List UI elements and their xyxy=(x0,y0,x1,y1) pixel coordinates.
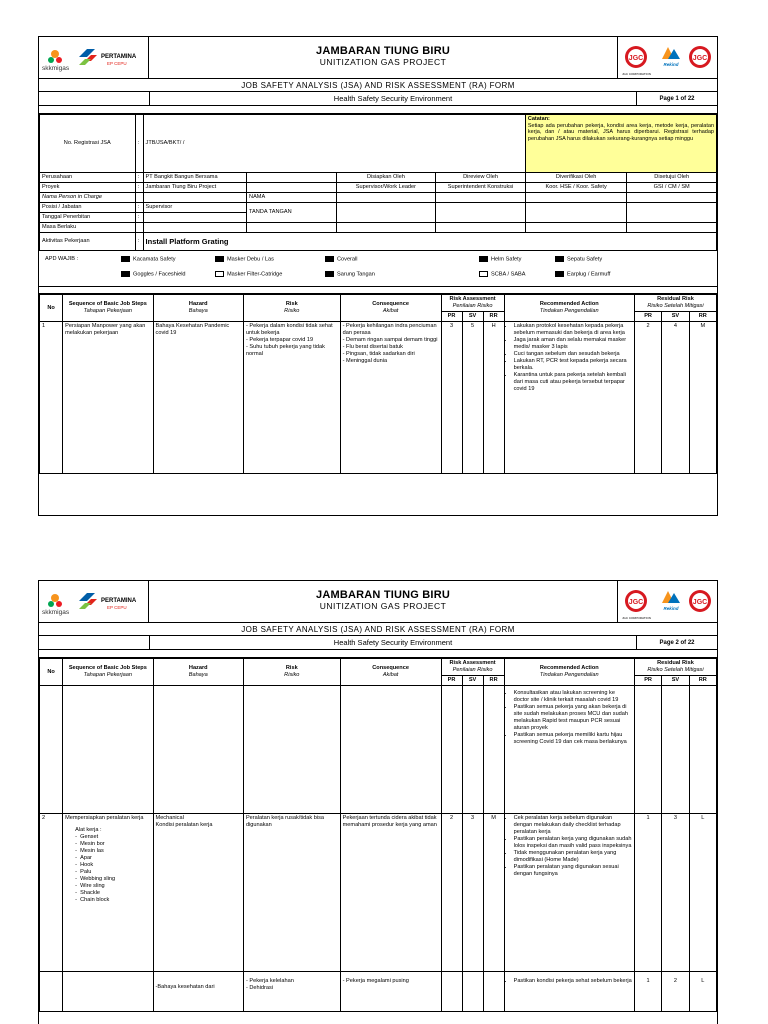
action-item: • Cek peralatan kerja sebelum digunakan dengan melakukan daily checklist terhadap peralatan kerja xyxy=(514,815,632,836)
row-risk: - Pekerja kelelahan - Dehidrasi xyxy=(243,972,340,1012)
rekind-text: Rekind xyxy=(663,62,679,67)
name-label: NAMA xyxy=(247,193,337,203)
apd-label: APD WAJIB : xyxy=(45,256,79,262)
checkbox-icon xyxy=(555,271,564,277)
checkbox-icon xyxy=(325,256,334,262)
jgc-right-text: JGC xyxy=(692,55,708,62)
note-title: Catatan: xyxy=(527,116,550,122)
tools-list: - Genset - Mesin bor - Mesin las - Apar - Hook - Palu - Webbing sling - Wire sling - Shackle - Chain block xyxy=(75,834,116,903)
ep-cepu-text: EP CEPU xyxy=(107,605,127,610)
apd-item[interactable]: Coverall xyxy=(325,256,358,262)
action-item: • Pastikan peralatan yang digunakan sesuai dengan fungsinya xyxy=(514,864,632,878)
col-pr: PR xyxy=(441,676,462,686)
form-page-1 xyxy=(38,36,718,516)
checkbox-icon xyxy=(479,271,488,277)
jgc-left-text: JGC xyxy=(628,55,644,62)
row-consequence: - Pekerja megalami pusing xyxy=(340,972,441,1012)
checkbox-icon xyxy=(479,256,488,262)
position-value[interactable]: Supervisor xyxy=(143,203,246,213)
page-header xyxy=(39,581,717,623)
note-box xyxy=(525,115,716,173)
activity-value[interactable]: Install Platform Grating xyxy=(143,233,716,251)
action-item: • Lakukan RT, PCR test kepada pekerja secara berkala. xyxy=(514,358,632,372)
row-no: 2 xyxy=(40,814,63,972)
jsa-info-table xyxy=(39,114,717,251)
col-no: No xyxy=(40,295,63,322)
row-actions xyxy=(504,322,634,474)
col-sv: SV xyxy=(462,312,483,322)
table-row xyxy=(40,686,717,814)
col-consequence: Consequence Akibat xyxy=(340,295,441,322)
company-label: Perusahaan xyxy=(40,173,136,183)
table-row xyxy=(40,322,717,474)
col-recommended: Recommended Action Tindakan Pengendalian xyxy=(504,659,634,686)
row-sv: 3 xyxy=(462,814,483,972)
row-res-sv: 2 xyxy=(662,972,689,1012)
row-res-sv: 3 xyxy=(662,814,689,972)
row-actions xyxy=(504,814,634,972)
col-hazard: Hazard Bahaya xyxy=(153,295,243,322)
col-res-pr: PR xyxy=(634,312,661,322)
table-row xyxy=(40,972,717,1012)
col-res-pr: PR xyxy=(634,676,661,686)
row-rr: H xyxy=(483,322,504,474)
department-bar xyxy=(39,92,717,106)
jgc-rekind-logo xyxy=(618,37,718,79)
col-risk: Risk Risiko xyxy=(243,659,340,686)
project-subtitle: UNITIZATION GAS PROJECT xyxy=(319,57,447,67)
action-item: • Konsultasikan atau lakukan screening ke doctor site / klinik terkait masalah covid 19 xyxy=(514,690,632,704)
row-hazard: Bahaya Kesehatan Pandemic covid 19 xyxy=(153,322,243,474)
approved-value: GSI / CM / SM xyxy=(627,183,717,193)
note-text: Setiap ada perubahan pekerja, kondisi area kerja, metode kerja, peralatan kerja, dan / atau material, JSA harus diperbarui. Registrasi terhadap perubahan JSA harus dilakukan sekurang-kurangnya setiap minggu xyxy=(527,122,714,142)
pertamina-text: PERTAMINA xyxy=(101,598,137,604)
row-pr: 2 xyxy=(441,814,462,972)
col-res-sv: SV xyxy=(662,676,689,686)
contractor-logos xyxy=(617,37,717,79)
department-bar xyxy=(39,636,717,650)
checkbox-icon xyxy=(325,271,334,277)
row-sv: 5 xyxy=(462,322,483,474)
project-subtitle: UNITIZATION GAS PROJECT xyxy=(319,601,447,611)
form-page-2 xyxy=(38,580,718,1024)
action-item: • Pastikan kondisi pekerja sehat sebelum bekerja xyxy=(514,978,632,985)
action-item: • Cuci tangan sebelum dan sesudah bekerja xyxy=(514,351,632,358)
row-risk: Peralatan kerja rusak/tidak bisa digunakan xyxy=(243,814,340,972)
project-title: JAMBARAN TIUNG BIRU xyxy=(316,45,450,57)
tools-label: Alat kerja : xyxy=(75,827,102,833)
row-actions xyxy=(504,972,634,1012)
row-res-sv: 4 xyxy=(662,322,689,474)
row-res-pr: 2 xyxy=(634,322,661,474)
apd-section xyxy=(39,251,717,287)
row-rr: M xyxy=(483,814,504,972)
sign-label: TANDA TANGAN xyxy=(247,203,337,223)
verified-label: Diverifikasi Oleh xyxy=(525,173,627,183)
table-row xyxy=(40,814,717,972)
col-hazard: Hazard Bahaya xyxy=(153,659,243,686)
department: Health Safety Security Environment xyxy=(149,92,637,106)
action-item: • Pastikan peralatan kerja yang digunakan sudah lolos inspeksi dan masih valid pass inspeksinya xyxy=(514,836,632,850)
skkmigas-pertamina-logo xyxy=(39,581,149,623)
row-res-pr: 1 xyxy=(634,972,661,1012)
contractor-logos xyxy=(617,581,717,623)
valid-label: Masa Berlaku xyxy=(40,223,136,233)
col-rr: RR xyxy=(483,676,504,686)
row-step: Persiapan Manpower yang akan melakukan pekerjaan xyxy=(63,322,153,474)
col-seq: Sequence of Basic Job Steps Tahapan Pekerjaan xyxy=(63,659,153,686)
jgc-right-text: JGC xyxy=(692,599,708,606)
page-header xyxy=(39,37,717,79)
project-value[interactable]: Jambaran Tiung Biru Project xyxy=(143,183,246,193)
project-label: Proyek xyxy=(40,183,136,193)
issue-label: Tanggal Penerbitan xyxy=(40,213,136,223)
skkmigas-text: skkmigas xyxy=(42,65,70,72)
colon: : xyxy=(135,183,143,193)
checkbox-icon xyxy=(215,256,224,262)
action-item: • Pastikan semua pekerja memiliki kartu hijau screening Covid 19 dan cek masa berlakunya xyxy=(514,732,632,746)
row-res-rr: L xyxy=(689,814,716,972)
row-step: Mempersiapkan peralatan kerja Alat kerja : - Genset - Mesin bor - Mesin las - Apar - Hook - Palu - Webbing sling - Wire sling - Shackle - Chain block xyxy=(63,814,153,972)
col-pr: PR xyxy=(441,312,462,322)
jgc-rekind-logo xyxy=(618,581,718,623)
row-res-rr: M xyxy=(689,322,716,474)
prepared-label: Disiapkan Oleh xyxy=(336,173,436,183)
action-item: • Karantina untuk para pekerja setelah kembali dari masa cuti atau pekerja tersebut terpapar covid 19 xyxy=(514,372,632,393)
col-rr: RR xyxy=(483,312,504,322)
page-number: Page 2 of 22 xyxy=(659,640,695,646)
action-item: • Pastikan semua pekerja yang akan bekerja di site sudah melakukan proses MCU dan sudah melakukan Rapid test maupun PCR sesuai aturan proyek xyxy=(514,704,632,732)
row-hazard: Mechanical Kondisi peralatan kerja xyxy=(153,814,243,972)
jsa-table-page-2 xyxy=(39,658,717,1012)
checkbox-icon xyxy=(555,256,564,262)
col-res-rr: RR xyxy=(689,676,716,686)
row-actions xyxy=(504,686,634,814)
col-res-sv: SV xyxy=(662,312,689,322)
issue-value[interactable] xyxy=(143,213,246,223)
prepared-value: Supervisor/Work Leader xyxy=(336,183,436,193)
col-res-rr: RR xyxy=(689,312,716,322)
skkmigas-text: skkmigas xyxy=(42,609,70,616)
row-consequence: - Pekerja kehilangan indra penciuman dan perasa - Demam ringan sampai demam tinggi - Flu berat disertai batuk - Pingsan, tidak sadarkan diri - Meninggal dunia xyxy=(340,322,441,474)
col-risk-assessment: Risk Assessment Penilaian Risiko xyxy=(441,659,504,676)
activity-label: Aktivitas Pekerjaan xyxy=(40,233,136,251)
reg-label: No. Registrasi JSA xyxy=(40,115,136,173)
ep-cepu-text: EP CEPU xyxy=(107,61,127,66)
verified-value: Koor. HSE / Koor. Safety xyxy=(525,183,627,193)
row-hazard: -Bahaya kesehatan dari xyxy=(153,972,243,1012)
row-res-rr: L xyxy=(689,972,716,1012)
col-seq: Sequence of Basic Job Steps Tahapan Pekerjaan xyxy=(63,295,153,322)
col-consequence: Consequence Akibat xyxy=(340,659,441,686)
checkbox-icon xyxy=(121,256,130,262)
reviewed-label: Direview Oleh xyxy=(436,173,526,183)
col-recommended: Recommended Action Tindakan Pengendalian xyxy=(504,295,634,322)
col-risk: Risk Risiko xyxy=(243,295,340,322)
apd-item[interactable]: Sarung Tangan xyxy=(325,271,375,277)
reg-value[interactable]: JTB/JSA/BKT/ / xyxy=(143,115,525,173)
action-item: • Lakukan protokol kesehatan kepada pekerja sebelum memasuki dan bekerja di area kerja xyxy=(514,323,632,337)
apd-item[interactable]: Helm Safety xyxy=(479,256,521,262)
apd-item[interactable]: Earplug / Earmuff xyxy=(555,271,610,277)
client-logos xyxy=(39,581,149,623)
apd-item[interactable]: Masker Debu / Las xyxy=(215,256,274,262)
col-residual: Residual Risk Risiko Setelah Mitigasi xyxy=(634,295,716,312)
approved-label: Disetujui Oleh xyxy=(627,173,717,183)
pertamina-text: PERTAMINA xyxy=(101,54,137,60)
col-sv: SV xyxy=(462,676,483,686)
colon: : xyxy=(135,115,143,173)
skkmigas-pertamina-logo xyxy=(39,37,149,79)
jgc-left-text: JGC xyxy=(628,599,644,606)
row-no: 1 xyxy=(40,322,63,474)
checkbox-icon xyxy=(121,271,130,277)
department: Health Safety Security Environment xyxy=(149,636,637,650)
col-residual: Residual Risk Risiko Setelah Mitigasi xyxy=(634,659,716,676)
jgc-caption: JGC CORPORATION xyxy=(622,616,651,620)
project-title: JAMBARAN TIUNG BIRU xyxy=(316,589,450,601)
form-title: JOB SAFETY ANALYSIS (JSA) AND RISK ASSESSMENT (RA) FORM xyxy=(39,623,717,636)
jgc-caption: JGC CORPORATION xyxy=(622,72,651,76)
col-risk-assessment: Risk Assessment Penilaian Risiko xyxy=(441,295,504,312)
apd-item[interactable]: Goggles / Faceshield xyxy=(121,271,186,277)
colon: : xyxy=(135,233,143,251)
position-label: Posisi / Jabatan xyxy=(40,203,136,213)
jsa-table-page-1 xyxy=(39,294,717,474)
form-title: JOB SAFETY ANALYSIS (JSA) AND RISK ASSESSMENT (RA) FORM xyxy=(39,79,717,92)
action-item: • Tidak menggunakan peralatan kerja yang dimodifikasi (Home Made) xyxy=(514,850,632,864)
apd-item[interactable]: Kacamata Safety xyxy=(121,256,176,262)
client-logos xyxy=(39,37,149,79)
row-consequence: Pekerjaan tertunda cidera akibat tidak memahami prosedur kerja yang aman xyxy=(340,814,441,972)
colon: : xyxy=(135,213,143,223)
apd-item[interactable]: Sepatu Safety xyxy=(555,256,602,262)
colon: : xyxy=(135,173,143,183)
reviewed-value: Superintendent Konstruksi xyxy=(436,183,526,193)
row-pr: 3 xyxy=(441,322,462,474)
rekind-text: Rekind xyxy=(663,606,679,611)
apd-item[interactable]: Masker Filter-Catridge xyxy=(215,271,282,277)
row-risk: - Pekerja dalam kondisi tidak sehat untuk bekerja - Pekerja terpapar covid 19 - Suhu tubuh pekerja yang tidak normal xyxy=(243,322,340,474)
col-no: No xyxy=(40,659,63,686)
checkbox-icon xyxy=(215,271,224,277)
company-value[interactable]: PT Bangkit Bangun Bersama xyxy=(143,173,246,183)
colon: : xyxy=(135,203,143,213)
action-item: • Jaga jarak aman dan selalu memakai masker medis/ masker 3 lapis xyxy=(514,337,632,351)
row-res-pr: 1 xyxy=(634,814,661,972)
apd-item[interactable]: SCBA / SABA xyxy=(479,271,526,277)
page-number: Page 1 of 22 xyxy=(659,96,695,102)
person-label: Nama Person in Charge xyxy=(40,193,136,203)
